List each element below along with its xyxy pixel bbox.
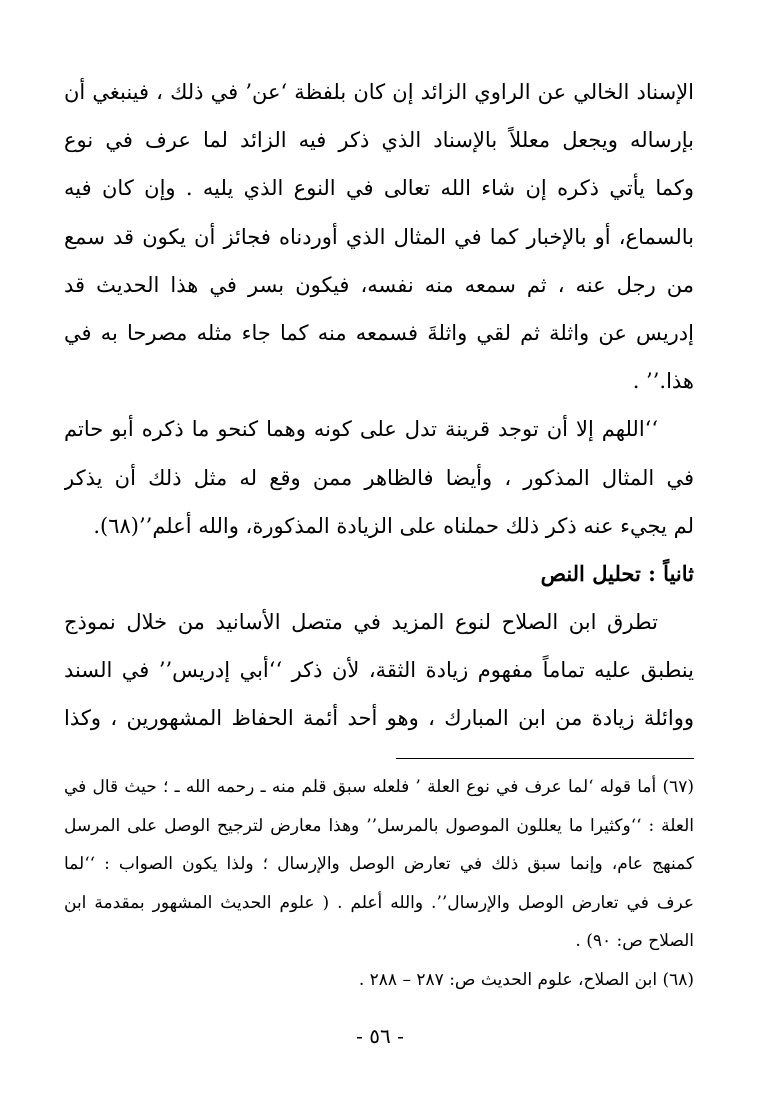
body-line: بالسماع، أو بالإخبار كما في المثال الذي أوردناه فجائز أن يكون قد سمع	[64, 224, 694, 249]
footnote-67-line: العلة : ‘‘وكثيرا ما يعللون الموصول بالمرسل’’ وهذا معارض لترجيح الوصل على المرسل	[64, 815, 694, 836]
analysis-line: تطرق ابن الصلاح لنوع المزيد في متصل الأسانيد من خلال نموذج	[64, 610, 658, 635]
analysis-line: ينطبق عليه تماماً مفهوم زيادة الثقة، لأن ذكر ‘‘أبي إدريس’’ في السند	[64, 658, 694, 683]
body-line: بإرساله ويجعل معللاً بالإسناد الذي ذكر فيه الزائد لما عرف في نوع	[64, 128, 694, 153]
footnote-67-line: (٦٧) أما قوله ‘لما عرف في نوع العلة ’ فلعله سبق قلم منه ـ رحمه الله ـ ؛ حيث قال في	[64, 777, 694, 797]
quote-line: لم يجيء عنه ذكر ذلك حملناه على الزيادة المذكورة، والله أعلم’’(٦٨).	[93, 513, 694, 538]
page-number: - ٥٦ -	[356, 1024, 404, 1048]
quote-line: في المثال المذكور ، وأيضا فالظاهر ممن وقع له مثل ذلك أن يذكر	[64, 465, 694, 490]
footnote-67-line: الصلاح ص: ٩٠) .	[575, 931, 694, 951]
body-line: وكما يأتي ذكره إن شاء الله تعالى في النوع الذي يليه . وإن كان فيه	[64, 176, 694, 201]
footnotes	[64, 768, 694, 999]
body-line: من رجل عنه ، ثم سمعه منه نفسه، فيكون بسر في هذا الحديث قد	[64, 272, 694, 297]
main-text	[64, 68, 694, 743]
analysis-line: ووائلة زيادة من ابن المبارك ، وهو أحد أئمة الحفاظ المشهورين ، وكذا	[64, 706, 694, 731]
quote-line: ‘‘اللهم إلا أن توجد قرينة تدل على كونه وهما كنحو ما ذكره أبو حاتم	[64, 417, 658, 442]
body-line: هذا.’’ .	[632, 369, 694, 394]
footnote-68: (٦٨) ابن الصلاح، علوم الحديث ص: ٢٨٧ – ٢٨٨ .	[358, 969, 694, 990]
footnote-divider	[396, 758, 694, 759]
body-line: الإسناد الخالي عن الراوي الزائد إن كان بلفظة ‘عن’ في ذلك ، فينبغي أن	[64, 80, 694, 104]
body-line: إدريس عن واثلة ثم لقي واثلةَ فسمعه منه كما جاء مثله مصرحا به في	[64, 320, 694, 345]
section-heading: ثانياً : تحليل النص	[540, 560, 694, 586]
footnote-67-line: كمنهج عام، وإنما سبق ذلك في تعارض الوصل والإرسال ؛ ولذا يكون الصواب : ‘‘لما	[64, 854, 694, 874]
footnote-67-line: عرف في تعارض الوصل والإرسال’’. والله أعلم . ( علوم الحديث المشهور بمقدمة ابن	[64, 892, 694, 913]
